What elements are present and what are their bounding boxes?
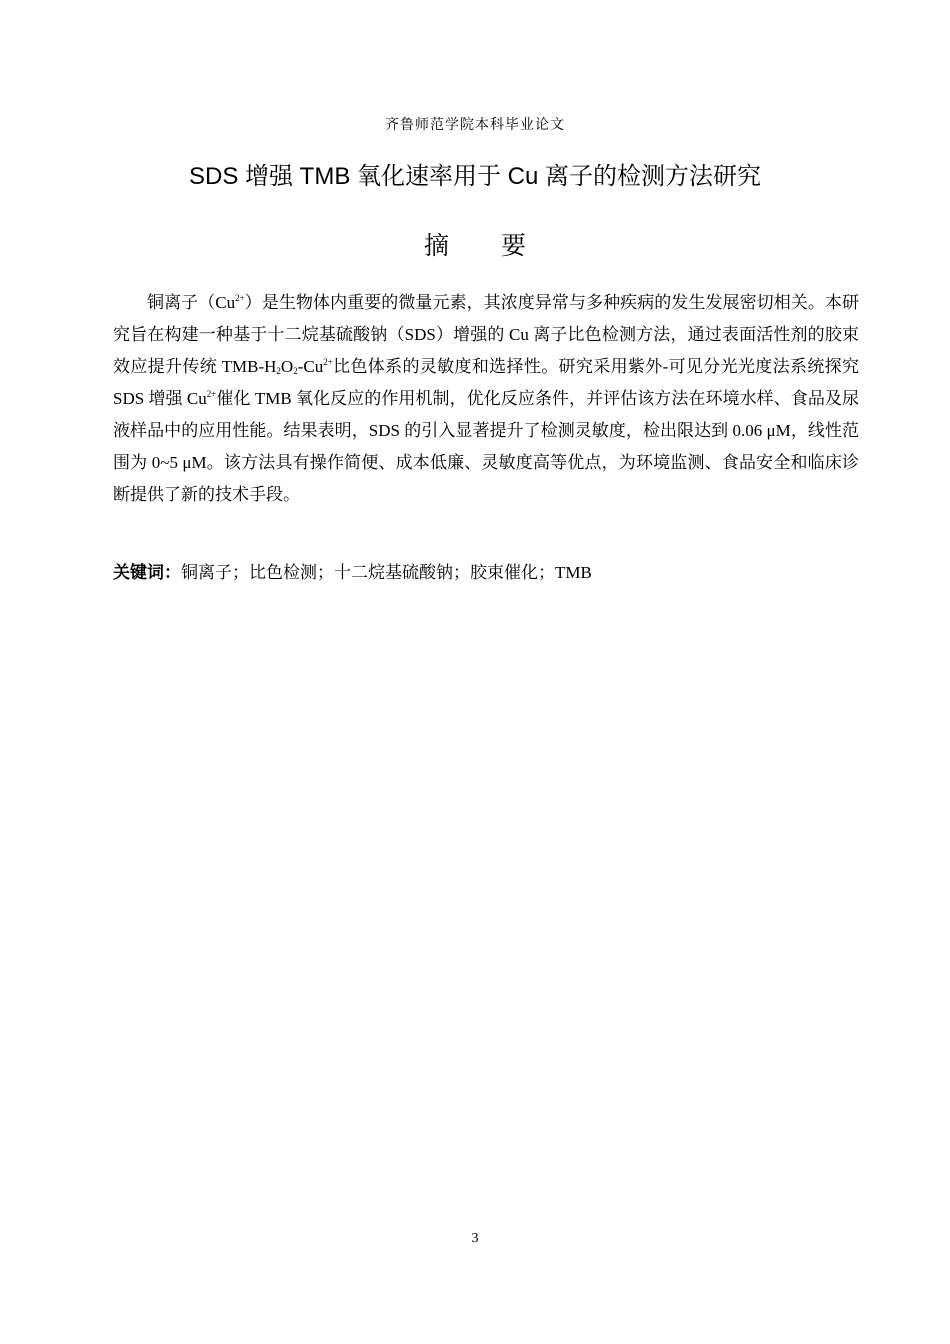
superscript-charge: 2+ (323, 357, 333, 367)
abstract-text-2: ）是生物体内重要的微量元素，其浓度异常与多种疾病的发生发展密切相关。本研究旨在构建一种基于十二烷基硫酸钠（SDS）增强的 Cu 离子比色检测方法，通过表面活性剂的胶束效应提升传统 TMB-H (113, 293, 860, 376)
keywords-label: 关键词： (113, 563, 181, 583)
keywords-line (113, 557, 859, 589)
abstract-heading: 摘 要 (424, 231, 548, 260)
page-number: 3 (471, 1231, 479, 1246)
abstract-text-5: 比色体系的灵敏度和选择性。研究采用紫外-可见分光光度法系统探究 SDS 增强 Cu (113, 357, 859, 408)
abstract-text-1: 铜离子（Cu (147, 293, 236, 312)
abstract-text-4: -Cu (297, 357, 324, 376)
thesis-title: SDS 增强 TMB 氧化速率用于 Cu 离子的检测方法研究 (188, 163, 762, 190)
subscript-o2: 2 (293, 366, 298, 376)
subscript-h2: 2 (276, 366, 281, 376)
abstract-text-6: 催化 TMB 氧化反应的作用机制，优化反应条件，并评估该方法在环境水样、食品及尿液样品中的应用性能。结果表明，SDS 的引入显著提升了检测灵敏度，检出限达到 0.06 μM，线性范围为 0~5 μM。该方法具有操作简便、成本低廉、灵敏度高等优点，为环境监测、食品安全和临床诊断提供了新的技术手段。 (113, 389, 859, 504)
superscript-charge: 2+ (206, 389, 217, 399)
superscript-charge: 2+ (235, 293, 245, 303)
running-header: 齐鲁师范学院本科毕业论文 (385, 117, 565, 133)
abstract-text-3: O (280, 357, 294, 376)
abstract-paragraph (113, 287, 859, 511)
keywords-text: 铜离子；比色检测；十二烷基硫酸钠；胶束催化；TMB (181, 563, 592, 582)
